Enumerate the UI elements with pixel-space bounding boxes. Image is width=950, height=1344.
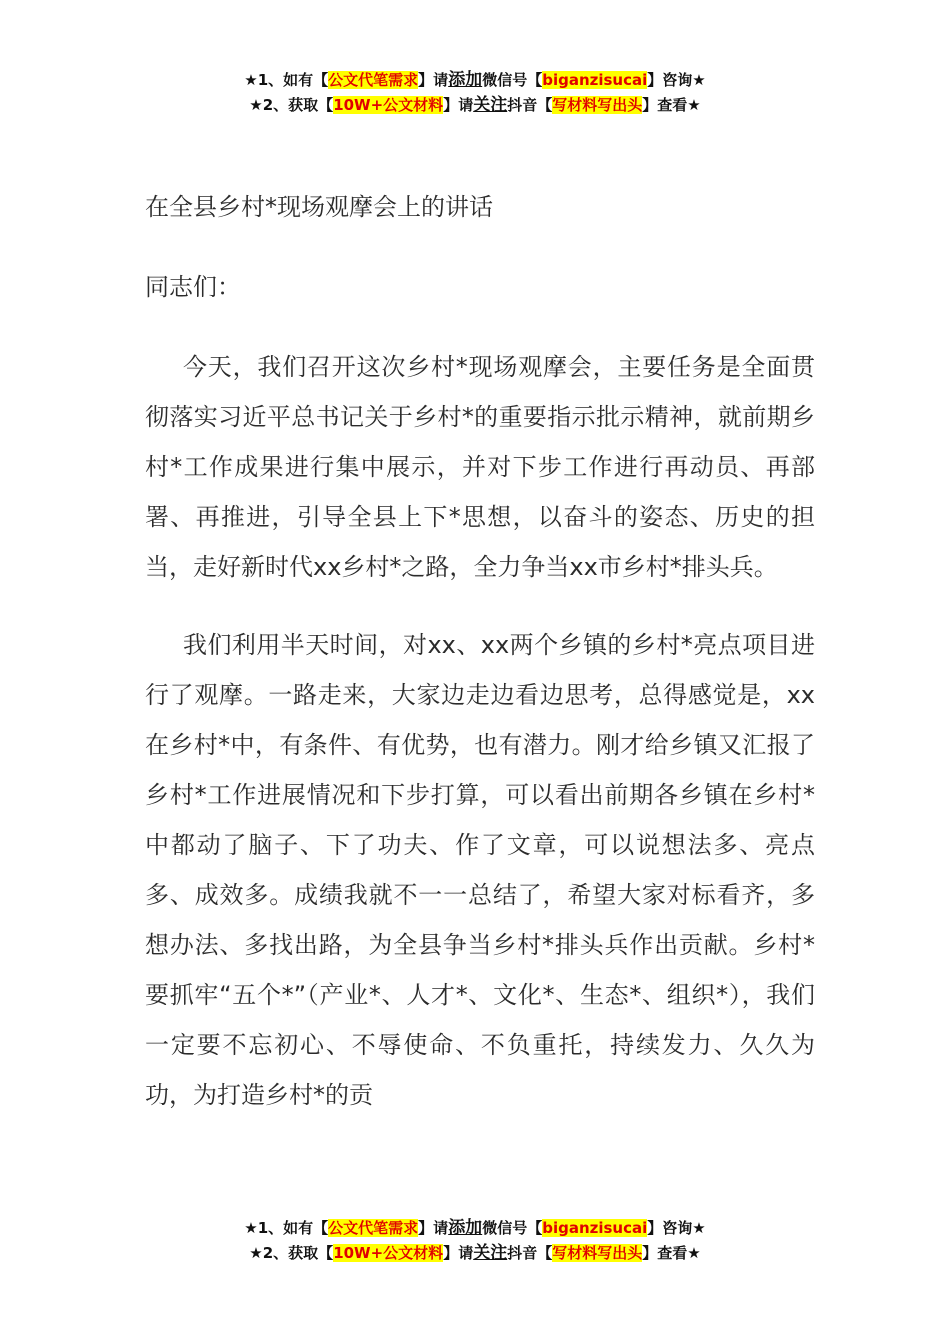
highlight-materials: 10W+公文材料 xyxy=(333,96,444,114)
paragraph-2: 我们利用半天时间，对xx、xx两个乡镇的乡村*亮点项目进行了观摩。一路走来，大家边走边看边思考，总得感觉是，xx在乡村*中，有条件、有优势，也有潜力。刚才给乡镇又汇报了乡村*工作进展情况和下步打算，可以看出前期各乡镇在乡村*中都动了脑子、下了功夫、作了文章，可以说想法多、亮点多、成效多。成绩我就不一一总结了，希望大家对标看齐，多想办法、多找出路，为全县争当乡村*排头兵作出贡献。乡村*要抓牢“五个*”（产业*、人才*、文化*、生态*、组织*），我们一定要不忘初心、不辱使命、不负重托，持续发力、久久为功，为打造乡村*的贡 xyxy=(145,631,815,1109)
banner-line-2: ★2、获取【10W+公文材料】请关注抖音【写材料写出头】查看★ xyxy=(249,95,701,115)
header-banner xyxy=(0,68,950,118)
underline-add: 添加 xyxy=(448,1218,483,1238)
footer-banner xyxy=(0,1216,950,1266)
banner-line-1: ★1、如有【公文代笔需求】请添加微信号【biganzisucai】咨询★ xyxy=(244,1218,706,1238)
document-title: 在全县乡村*现场观摩会上的讲话 xyxy=(145,193,493,221)
document-body xyxy=(145,182,815,1148)
highlight-service: 公文代笔需求 xyxy=(328,71,419,89)
highlight-douyin-account: 写材料写出头 xyxy=(552,1244,643,1262)
highlight-wechat-id: biganzisucai xyxy=(542,1219,648,1237)
highlight-service: 公文代笔需求 xyxy=(328,1219,419,1237)
banner-line-2: ★2、获取【10W+公文材料】请关注抖音【写材料写出头】查看★ xyxy=(249,1243,701,1263)
underline-follow: 关注 xyxy=(473,95,508,115)
highlight-douyin-account: 写材料写出头 xyxy=(552,96,643,114)
salutation: 同志们： xyxy=(145,273,241,301)
underline-follow: 关注 xyxy=(473,1243,508,1263)
banner-line-1: ★1、如有【公文代笔需求】请添加微信号【biganzisucai】咨询★ xyxy=(244,70,706,90)
paragraph-1: 今天，我们召开这次乡村*现场观摩会，主要任务是全面贯彻落实习近平总书记关于乡村*的重要指示批示精神，就前期乡村*工作成果进行集中展示，并对下步工作进行再动员、再部署、再推进，引导全县上下*思想，以奋斗的姿态、历史的担当，走好新时代xx乡村*之路，全力争当xx市乡村*排头兵。 xyxy=(145,353,815,581)
highlight-wechat-id: biganzisucai xyxy=(542,71,648,89)
highlight-materials: 10W+公文材料 xyxy=(333,1244,444,1262)
underline-add: 添加 xyxy=(448,70,483,90)
